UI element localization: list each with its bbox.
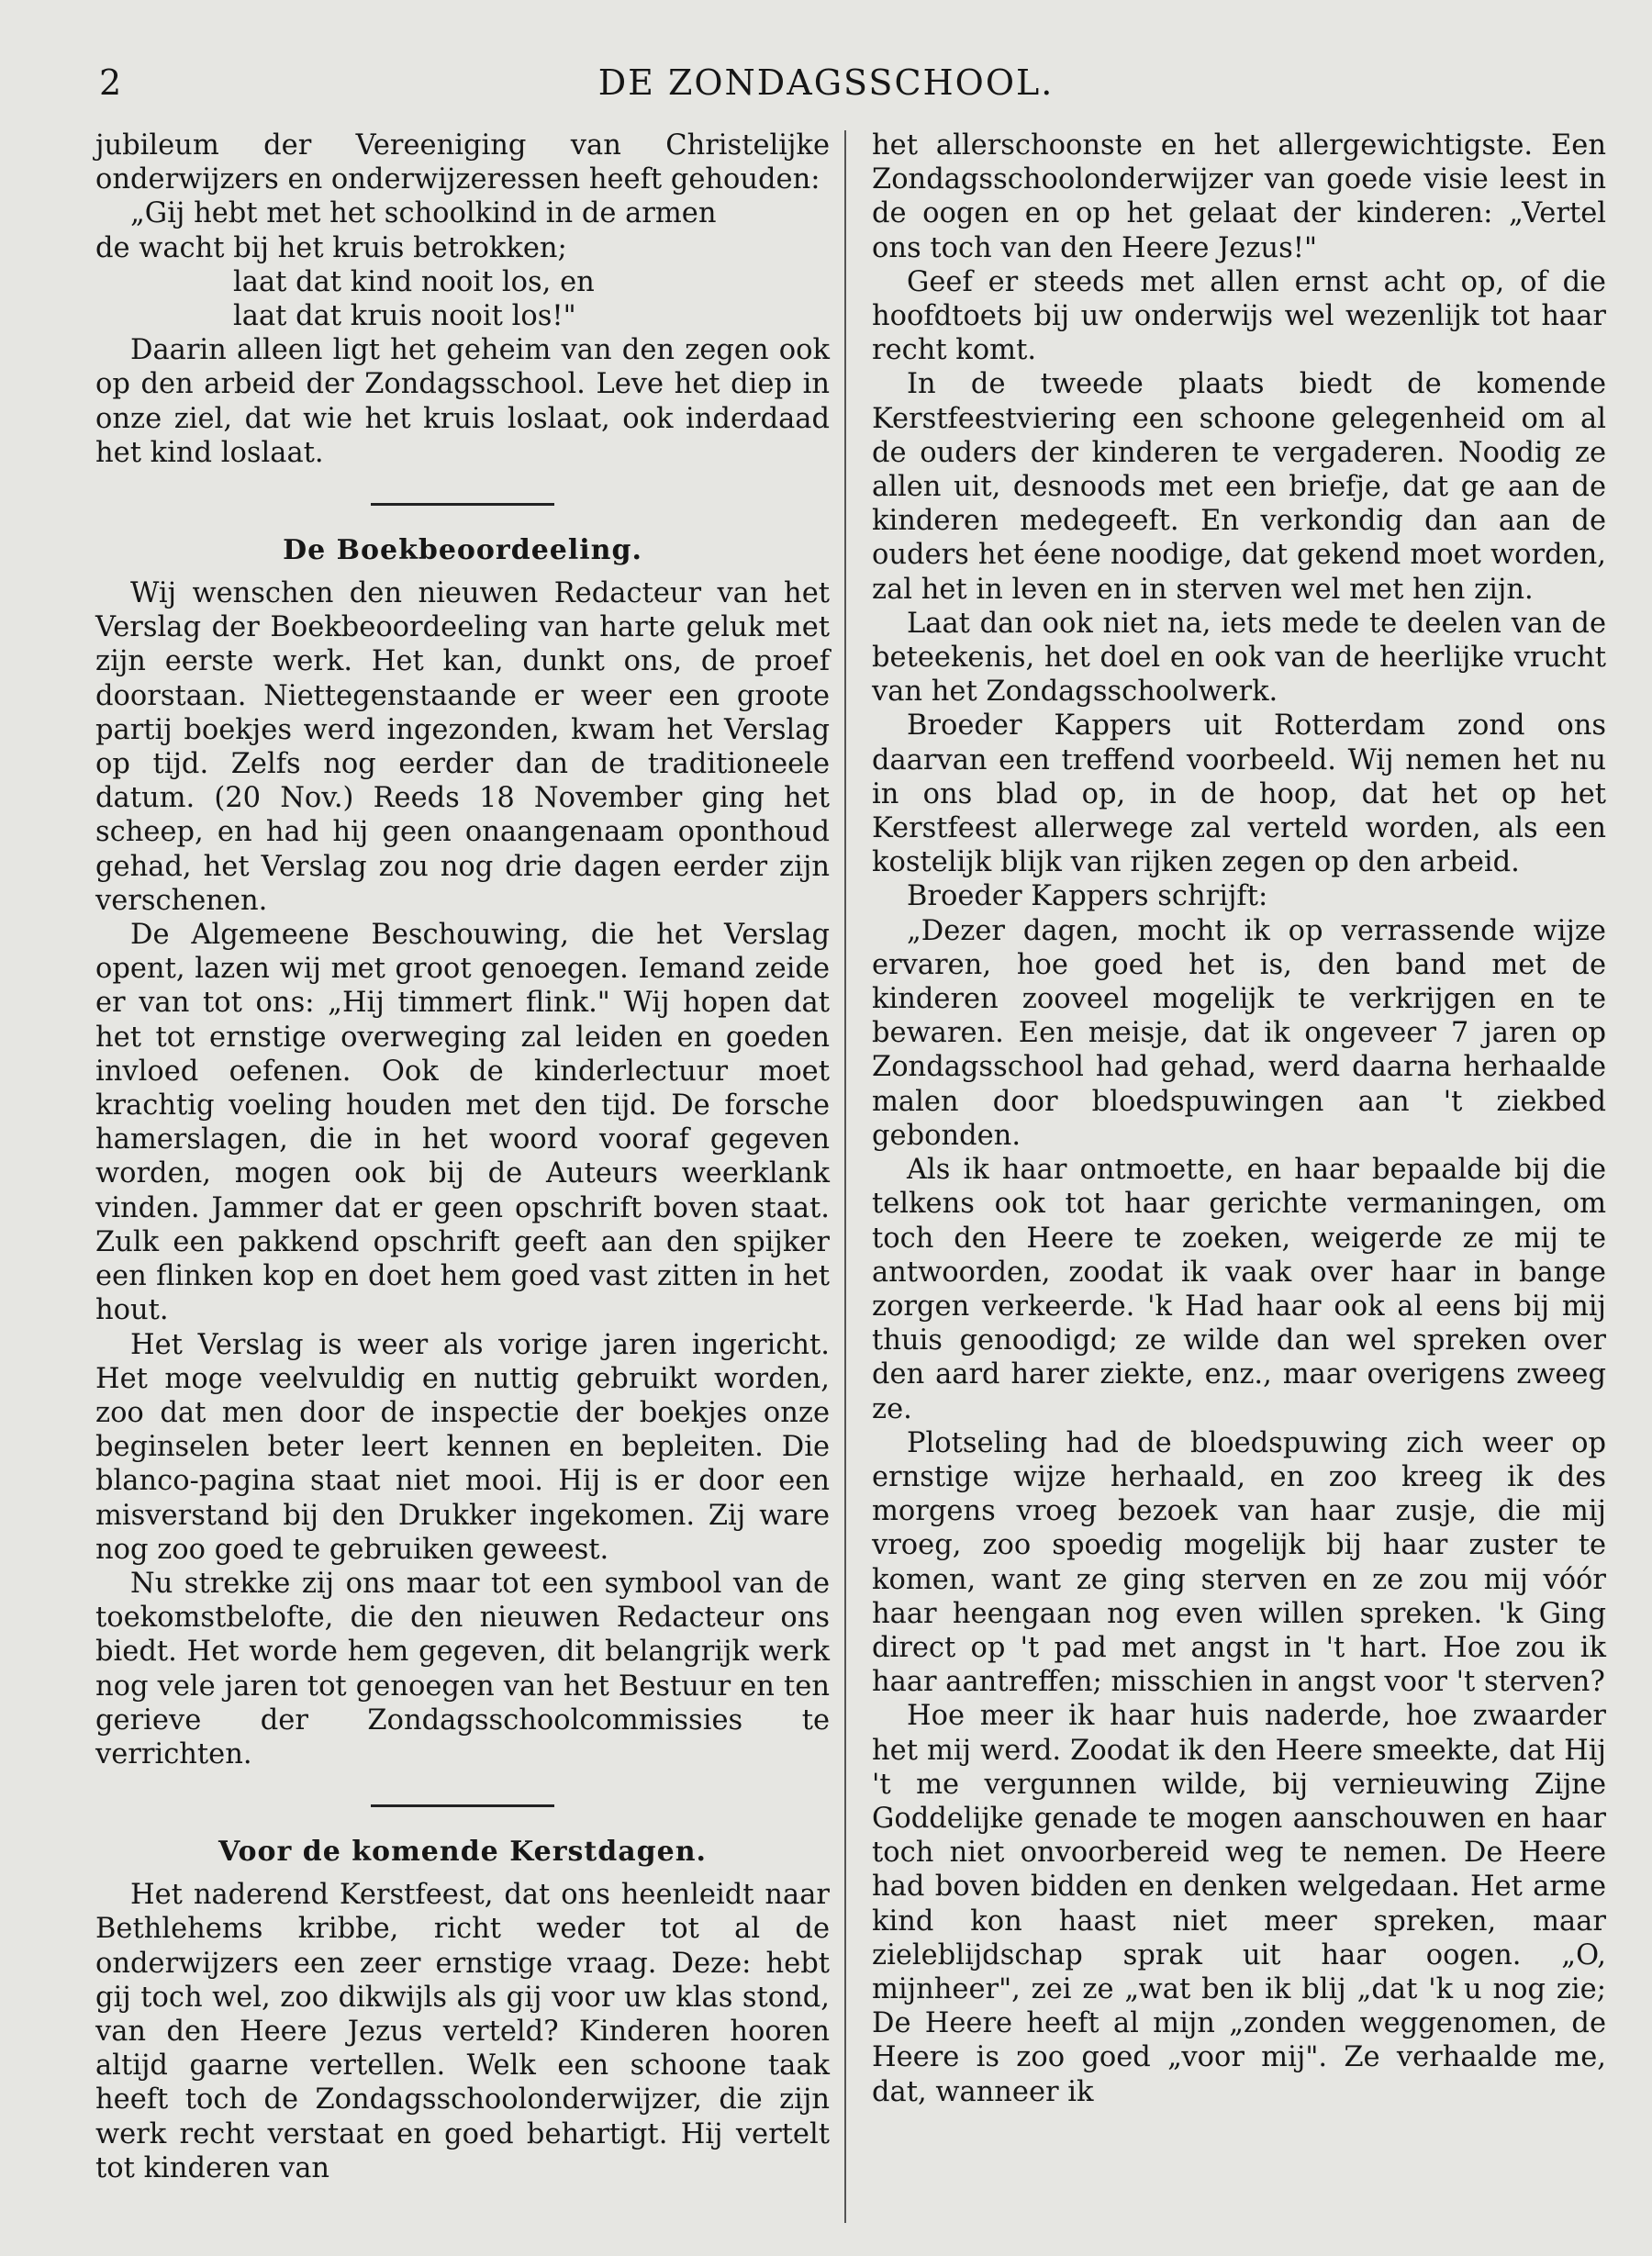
article-paragraph: Broeder Kappers schrijft:	[907, 880, 1268, 913]
letter-paragraph: Als ik haar ontmoette, en haar bepaalde bij die telkens ook tot haar gerichte vermaningen, om toch den Heere te zoeken, weigerde ze mij te antwoorden, zoodat ik vaak over haar in bange zorgen verkeerde. 'k Had haar ook al eens bij mij thuis genoodigd; ze wilde dan wel spreken over den aard harer ziekte, enz., maar overigens zweeg ze.	[872, 1154, 1606, 1425]
article-paragraph: Broeder Kappers uit Rotterdam zond ons daarvan een treffend voorbeeld. Wij nemen het nu in ons blad op, in de hoop, dat het op het Kerstfeest allerwege zal verteld worden, als een kostelijk blijk van rijken zegen op den arbeid.	[872, 709, 1606, 879]
letter-paragraph: Plotseling had de bloedspuwing zich weer op ernstige wijze herhaald, en zoo kreeg ik des morgens vroeg bezoek van haar zusje, die mij vroeg, zoo spoedig mogelijk bij haar zuster te komen, want ze ging sterven en ze zou mij vóór haar heengaan nog even willen spreken. 'k Ging direct op 't pad met angst in 't hart. Hoe zou ik haar aantreffen; misschien in angst voor 't sterven?	[872, 1426, 1606, 1699]
letter-paragraph: „Dezer dagen, mocht ik op verrassende wijze ervaren, hoe goed het is, den band met de kinderen zooveel mogelijk te verkrijgen en te bewaren. Een meisje, dat ik ongeveer 7 jaren op Zondagsschool had gehad, werd daarna herhaalde malen door bloedspuwingen aan 't ziekbed gebonden.	[872, 914, 1606, 1152]
article-paragraph: Nu strekke zij ons maar tot een symbool van de toekomstbelofte, die den nieuwen Redacteur ons biedt. Het worde hem gegeven, dit belangrijk werk nog vele jaren tot genoegen van het Bestuur en ten gerieve der Zondagsschoolcommissies te verrichten.	[95, 1567, 830, 1770]
article-paragraph: In de tweede plaats biedt de komende Kerstfeestviering een schoone gelegenheid om al de ouders der kinderen te vergaderen. Noodig ze allen uit, desnoods met een briefje, dat ge aan de kinderen medegeeft. En verkondig dan aan de ouders het éene noodige, dat gekend moet worden, zal het in leven en in sterven wel met hen zijn.	[872, 368, 1606, 606]
letter-paragraph: Hoe meer ik haar huis naderde, hoe zwaarder het mij werd. Zoodat ik den Heere smeekte, dat Hij 't me vergunnen wilde, bij vernieuwing Zijne Goddelijke genade te mogen aanschouwen en haar toch niet onvoorbereid weg te nemen. De Heere had boven bidden en denken welgedaan. Het arme kind kon haast niet meer spreken, maar zieleblijdschap sprak uit haar oogen. „O, mijnheer", zei ze „wat ben ik blij „dat 'k u nog zie; De Heere heeft al mijn „zonden weggenomen, de Heere is zoo goed „voor mij". Ze verhaalde me, dat, wanneer ik	[872, 1700, 1606, 2108]
section-heading-boekbeoordeeling: De Boekbeoordeeling.	[283, 534, 642, 567]
verse-line: „Gij hebt met het schoolkind in de armen	[130, 197, 717, 230]
intro-paragraph: jubileum der Vereeniging van Christelijke onderwijzers en onderwijzeressen heeft gehouden:	[95, 129, 830, 196]
section-divider	[371, 503, 554, 506]
article-paragraph: De Algemeene Beschouwing, die het Verslag opent, lazen wij met groot genoegen. Iemand zeide er van tot ons: „Hij timmert flink." Wij hopen dat het tot ernstige overweging zal leiden en goeden invloed oefenen. Ook de kinderlectuur moet krachtig voeling houden met den tijd. De forsche hamerslagen, die in het woord vooraf gegeven worden, mogen ook bij de Auteurs weerklank vinden. Jammer dat er geen opschrift boven staat. Zulk een pakkend opschrift geeft aan den spijker een flinken kop en doet hem goed vast zitten in het hout.	[95, 919, 830, 1327]
quoted-verse	[95, 196, 830, 333]
right-column	[872, 128, 1606, 2109]
page-number: 2	[99, 62, 122, 103]
section-divider	[371, 1804, 554, 1807]
running-title: DE ZONDAGSSCHOOL.	[597, 62, 1055, 103]
page-header	[0, 0, 1652, 128]
intro-paragraph-2: Daarin alleen ligt het geheim van den zegen ook op den arbeid der Zondagsschool. Leve het diep in onze ziel, dat wie het kruis loslaat, ook inderdaad het kind loslaat.	[95, 334, 830, 469]
article-paragraph: Het Verslag is weer als vorige jaren ingericht. Het moge veelvuldig en nuttig gebruikt worden, zoo dat men door de inspectie der boekjes onze beginselen beter leert kennen en bepleiten. Die blanco-pagina staat niet mooi. Hij is er door een misverstand bij den Drukker ingekomen. Zij ware nog zoo goed te gebruiken geweest.	[95, 1328, 830, 1566]
left-column	[95, 128, 830, 2185]
article-paragraph: Geef er steeds met allen ernst acht op, of die hoofdtoets bij uw onderwijs wel wezenlijk tot haar recht komt.	[872, 265, 1606, 367]
section-heading-kerstdagen: Voor de komende Kerstdagen.	[218, 1836, 708, 1869]
verse-line: de wacht bij het kruis betrokken;	[95, 231, 567, 264]
verse-line: laat dat kruis nooit los!"	[233, 300, 576, 333]
article-paragraph: het allerschoonste en het allergewichtigste. Een Zondagsschoolonderwijzer van goede visie leest in de oogen en op het gelaat der kinderen: „Vertel ons toch van den Heere Jezus!"	[872, 129, 1606, 264]
column-divider	[844, 130, 846, 2223]
verse-line: laat dat kind nooit los, en	[233, 265, 595, 298]
article-paragraph: Het naderend Kerstfeest, dat ons heenleidt naar Bethlehems kribbe, richt weder tot al de onderwijzers een zeer ernstige vraag. Deze: hebt gij toch wel, zoo dikwijls als gij voor uw klas stond, van den Heere Jezus verteld? Kinderen hooren altijd gaarne vertellen. Welk een schoone taak heeft toch de Zondagsschoolonderwijzer, die zijn werk recht verstaat en goed behartigt. Hij vertelt tot kinderen van	[95, 1879, 830, 2184]
article-paragraph: Wij wenschen den nieuwen Redacteur van het Verslag der Boekbeoordeeling van harte geluk met zijn eerste werk. Het kan, dunkt ons, de proef doorstaan. Niettegenstaande er weer een groote partij boekjes werd ingezonden, kwam het Verslag op tijd. Zelfs nog eerder dan de traditioneele datum. (20 Nov.) Reeds 18 November ging het scheep, en had hij geen onaangenaam oponthoud gehad, het Verslag zou nog drie dagen eerder zijn verschenen.	[95, 577, 830, 917]
article-paragraph: Laat dan ook niet na, iets mede te deelen van de beteekenis, het doel en ook van de heerlijke vrucht van het Zondagsschoolwerk.	[872, 607, 1606, 709]
